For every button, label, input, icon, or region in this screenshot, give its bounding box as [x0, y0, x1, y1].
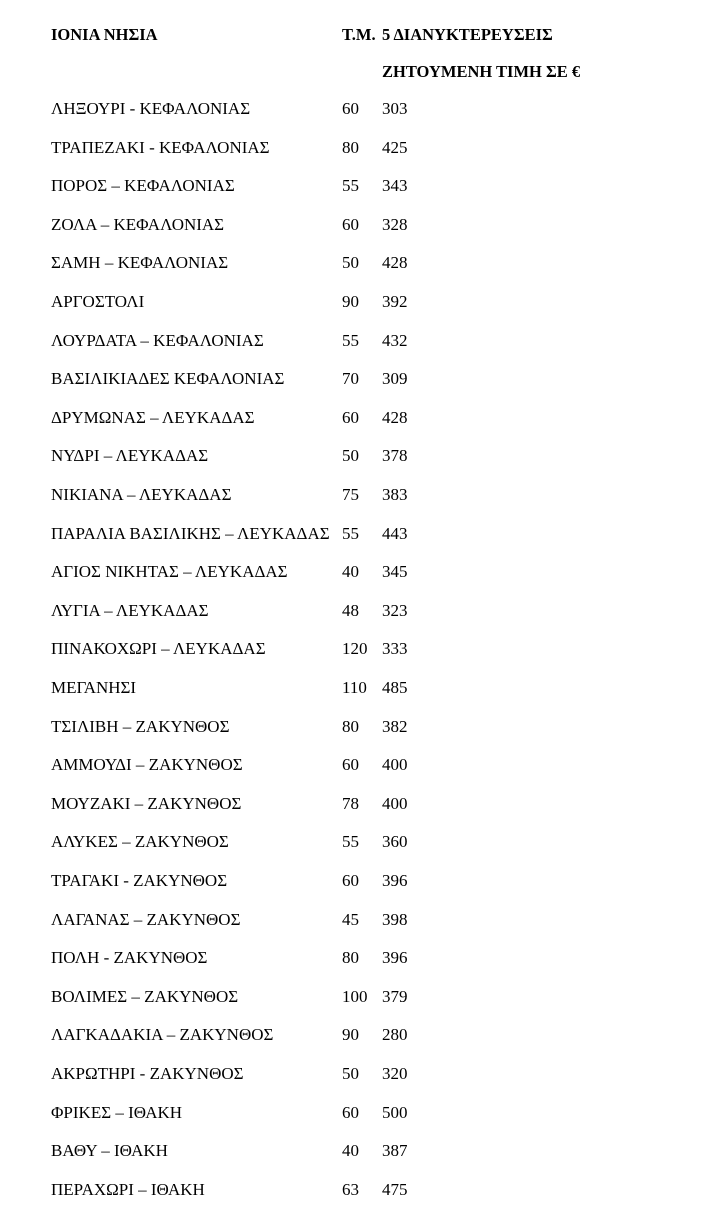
- price-value: 303: [382, 99, 408, 118]
- price-value: 428: [382, 253, 408, 273]
- table-row: [0, 368, 720, 390]
- location-name: ΠΟΛΗ - ΖΑΚΥΝΘΟΣ: [51, 948, 208, 968]
- location-name: ΑΚΡΩΤΗΡΙ - ΖΑΚΥΝΘΟΣ: [51, 1064, 244, 1083]
- location-name: ΑΓΙΟΣ ΝΙΚΗΤΑΣ – ΛΕΥΚΑΔΑΣ: [51, 562, 288, 582]
- table-row: [0, 947, 720, 969]
- square-meters: 50: [342, 1064, 359, 1083]
- table-row: [0, 98, 720, 120]
- price-value: 432: [382, 330, 408, 350]
- square-meters: 60: [342, 99, 359, 118]
- price-value: 280: [382, 1025, 408, 1045]
- price-value: 382: [382, 716, 408, 736]
- location-name: ΜΕΓΑΝΗΣΙ: [51, 678, 137, 697]
- price-value: 328: [382, 214, 408, 234]
- location-name: ΤΡΑΠΕΖΑΚΙ - ΚΕΦΑΛΟΝΙΑΣ: [51, 137, 270, 157]
- table-row: [0, 909, 720, 931]
- table-row: [0, 291, 720, 313]
- location-name: ΖΟΛΑ – ΚΕΦΑΛΟΝΙΑΣ: [51, 214, 225, 234]
- table-row: [0, 1063, 720, 1085]
- table-row: [0, 561, 720, 583]
- price-value: 396: [382, 948, 408, 968]
- location-name: ΒΟΛΙΜΕΣ – ΖΑΚΥΝΘΟΣ: [51, 986, 239, 1006]
- location-name: ΠΑΡΑΛΙΑ ΒΑΣΙΛΙΚΗΣ – ΛΕΥΚΑΔΑΣ: [51, 523, 330, 543]
- price-value: 320: [382, 1064, 408, 1083]
- table-row: [0, 407, 720, 429]
- location-name: ΔΡΥΜΩΝΑΣ – ΛΕΥΚΑΔΑΣ: [51, 407, 255, 427]
- region-heading: ΙΟΝΙΑ ΝΗΣΙΑ: [51, 25, 158, 44]
- square-meters: 60: [342, 407, 359, 427]
- price-value: 387: [382, 1141, 408, 1161]
- table-row: [0, 870, 720, 892]
- price-value: 475: [382, 1179, 408, 1199]
- square-meters: 60: [342, 871, 359, 890]
- price-value: 323: [382, 600, 408, 620]
- square-meters: 60: [342, 755, 359, 775]
- location-name: ΑΡΓΟΣΤΟΛΙ: [51, 292, 145, 311]
- square-meters: 80: [342, 137, 359, 157]
- square-meters: 90: [342, 292, 359, 311]
- table-row: [0, 1179, 720, 1201]
- nights-heading: 5 ΔΙΑΝΥΚΤΕΡΕΥΣΕΙΣ: [382, 25, 553, 44]
- square-meters: 60: [342, 1102, 359, 1122]
- location-name: ΛΑΓΑΝΑΣ – ΖΑΚΥΝΘΟΣ: [51, 909, 241, 929]
- price-value: 428: [382, 407, 408, 427]
- table-row: [0, 523, 720, 545]
- table-row: [0, 252, 720, 274]
- square-meters: 75: [342, 485, 359, 504]
- location-name: ΠΟΡΟΣ – ΚΕΦΑΛΟΝΙΑΣ: [51, 176, 235, 196]
- square-meters: 48: [342, 600, 359, 620]
- location-name: ΤΡΑΓΑΚΙ - ΖΑΚΥΝΘΟΣ: [51, 871, 228, 890]
- square-meters: 63: [342, 1179, 359, 1199]
- table-row: [0, 831, 720, 853]
- price-value: 500: [382, 1102, 408, 1122]
- table-row: [0, 716, 720, 738]
- table-row: [0, 445, 720, 467]
- table-row: [0, 793, 720, 815]
- location-name: ΤΣΙΛΙΒΗ – ΖΑΚΥΝΘΟΣ: [51, 716, 230, 736]
- location-name: ΜΟΥΖΑΚΙ – ΖΑΚΥΝΘΟΣ: [51, 793, 242, 813]
- table-row: [0, 986, 720, 1008]
- price-value: 343: [382, 176, 408, 196]
- square-meters: 45: [342, 909, 359, 929]
- square-meters: 100: [342, 986, 368, 1006]
- square-meters: 78: [342, 793, 359, 813]
- price-value: 400: [382, 755, 408, 775]
- price-value: 396: [382, 871, 408, 890]
- square-meters: 50: [342, 253, 359, 273]
- price-value: 398: [382, 909, 408, 929]
- square-meters: 120: [342, 639, 368, 659]
- location-name: ΛΥΓΙΑ – ΛΕΥΚΑΔΑΣ: [51, 600, 209, 620]
- location-name: ΠΕΡΑΧΩΡΙ – ΙΘΑΚΗ: [51, 1179, 205, 1199]
- table-row: [0, 175, 720, 197]
- price-value: 443: [382, 523, 408, 543]
- price-value: 345: [382, 562, 408, 582]
- square-meters: 55: [342, 330, 359, 350]
- square-meters: 110: [342, 678, 367, 697]
- price-value: 333: [382, 639, 408, 659]
- location-name: ΝΥΔΡΙ – ΛΕΥΚΑΔΑΣ: [51, 446, 209, 466]
- square-meters: 80: [342, 716, 359, 736]
- square-meters: 80: [342, 948, 359, 968]
- table-row: [0, 1140, 720, 1162]
- square-meters: 40: [342, 1141, 359, 1161]
- location-name: ΛΗΞΟΥΡΙ - ΚΕΦΑΛΟΝΙΑΣ: [51, 99, 251, 118]
- price-value: 378: [382, 446, 408, 466]
- square-meters: 50: [342, 446, 359, 466]
- location-name: ΑΜΜΟΥΔΙ – ΖΑΚΥΝΘΟΣ: [51, 755, 243, 775]
- price-value: 425: [382, 137, 408, 157]
- table-row: [0, 137, 720, 159]
- price-value: 379: [382, 986, 408, 1006]
- location-name: ΛΑΓΚΑΔΑΚΙΑ – ΖΑΚΥΝΘΟΣ: [51, 1025, 274, 1045]
- square-meters: 90: [342, 1025, 359, 1045]
- table-row: [0, 600, 720, 622]
- location-name: ΑΛΥΚΕΣ – ΖΑΚΥΝΘΟΣ: [51, 832, 229, 852]
- table-row: [0, 1102, 720, 1124]
- table-row: [0, 484, 720, 506]
- square-meters: 40: [342, 562, 359, 582]
- location-name: ΦΡΙΚΕΣ – ΙΘΑΚΗ: [51, 1102, 183, 1122]
- square-meters: 55: [342, 176, 359, 196]
- table-row: [0, 677, 720, 699]
- price-heading: ΖΗΤΟΥΜΕΝΗ ΤΙΜΗ ΣΕ €: [382, 62, 581, 81]
- price-value: 383: [382, 485, 408, 504]
- price-value: 485: [382, 678, 408, 697]
- price-value: 392: [382, 292, 408, 311]
- square-meters: 55: [342, 523, 359, 543]
- price-value: 309: [382, 369, 408, 389]
- table-row: [0, 214, 720, 236]
- sqm-heading: Τ.Μ.: [342, 25, 376, 44]
- price-value: 400: [382, 793, 408, 813]
- table-row: [0, 330, 720, 352]
- location-name: ΒΑΣΙΛΙΚΙΑΔΕΣ ΚΕΦΑΛΟΝΙΑΣ: [51, 369, 285, 389]
- table-row: [0, 1024, 720, 1046]
- square-meters: 55: [342, 832, 359, 852]
- location-name: ΠΙΝΑΚΟΧΩΡΙ – ΛΕΥΚΑΔΑΣ: [51, 639, 266, 659]
- square-meters: 60: [342, 214, 359, 234]
- location-name: ΛΟΥΡΔΑΤΑ – ΚΕΦΑΛΟΝΙΑΣ: [51, 330, 264, 350]
- location-name: ΒΑΘΥ – ΙΘΑΚΗ: [51, 1141, 168, 1161]
- location-name: ΝΙΚΙΑΝΑ – ΛΕΥΚΑΔΑΣ: [51, 485, 232, 504]
- price-value: 360: [382, 832, 408, 852]
- square-meters: 70: [342, 369, 359, 389]
- location-name: ΣΑΜΗ – ΚΕΦΑΛΟΝΙΑΣ: [51, 253, 229, 273]
- table-row: [0, 754, 720, 776]
- table-row: [0, 638, 720, 660]
